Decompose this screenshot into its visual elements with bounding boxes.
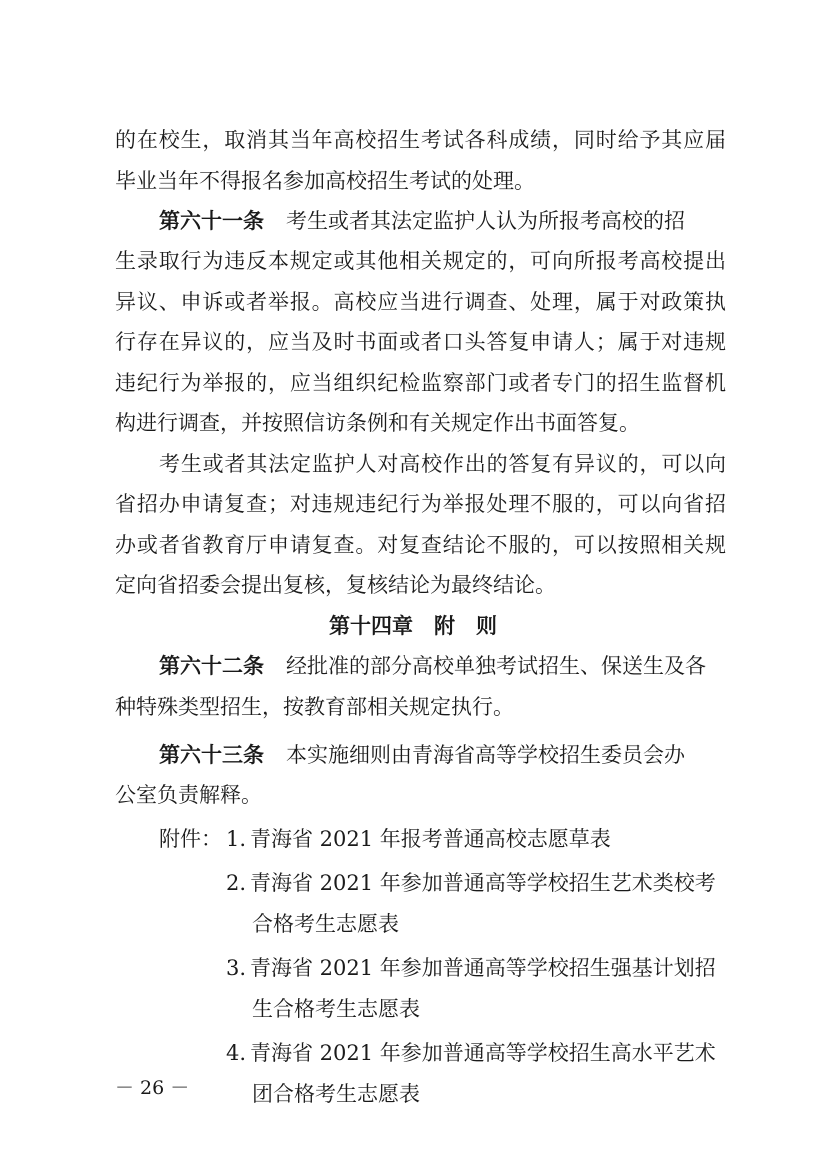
attachment-title-continued: 合格考生志愿表: [252, 912, 399, 936]
attachment-title: 青海省 2021 年参加普通高等学校招生强基计划招: [250, 956, 716, 980]
attachment-number: 3.: [226, 956, 247, 980]
body-line: 毕业当年不得报名参加高校招生考试的处理。: [115, 169, 535, 193]
attachment-title: 青海省 2021 年报考普通高校志愿草表: [250, 827, 611, 851]
body-line: 定向省招委会提出复核，复核结论为最终结论。: [115, 573, 556, 597]
body-line: 违纪行为举报的，应当组织纪检监察部门或者专门的招生监督机: [115, 371, 726, 395]
attachment-number: 4.: [226, 1041, 247, 1065]
body-line: 省招办申请复查；对违规违纪行为举报处理不服的，可以向省招: [115, 492, 726, 516]
chapter-heading: 第十四章 附 则: [329, 614, 497, 638]
body-line: 生录取行为违反本规定或其他相关规定的，可向所报考高校提出: [115, 249, 726, 273]
article-63-text: 本实施细则由青海省高等学校招生委员会办: [286, 743, 685, 767]
body-line: 行存在异议的，应当及时书面或者口头答复申请人；属于对违规: [115, 330, 726, 354]
body-line: 种特殊类型招生，按教育部相关规定执行。: [115, 695, 514, 719]
article-63-first-line: [159, 741, 726, 769]
article-61-first-line: [159, 207, 726, 235]
attachment-number: 1.: [226, 827, 247, 851]
body-line: 办或者省教育厅申请复查。对复查结论不服的，可以按照相关规: [115, 533, 726, 557]
body-line: 异议、申诉或者举报。高校应当进行调查、处理，属于对政策执: [115, 290, 726, 314]
attachment-title-continued: 生合格考生志愿表: [252, 997, 420, 1021]
attachment-title-continued: 团合格考生志愿表: [252, 1082, 420, 1106]
article-61-label: 第六十一条: [159, 209, 264, 233]
body-line: 公室负责解释。: [115, 783, 262, 807]
attachments-prefix: 附件：: [159, 827, 222, 851]
page-number: － 26 －: [115, 1077, 190, 1099]
body-line: 构进行调查，并按照信访条例和有关规定作出书面答复。: [115, 411, 640, 435]
article-63-label: 第六十三条: [159, 743, 264, 767]
attachment-number: 2.: [226, 871, 247, 895]
article-62-text: 经批准的部分高校单独考试招生、保送生及各: [286, 654, 706, 678]
body-line: 的在校生，取消其当年高校招生考试各科成绩，同时给予其应届: [115, 128, 726, 152]
body-line: 考生或者其法定监护人对高校作出的答复有异议的，可以向: [159, 452, 726, 476]
attachment-title: 青海省 2021 年参加普通高等学校招生艺术类校考: [250, 871, 716, 895]
article-61-text: 考生或者其法定监护人认为所报考高校的招: [286, 209, 685, 233]
attachment-title: 青海省 2021 年参加普通高等学校招生高水平艺术: [250, 1041, 716, 1065]
article-62-first-line: [159, 652, 726, 680]
article-62-label: 第六十二条: [159, 654, 264, 678]
